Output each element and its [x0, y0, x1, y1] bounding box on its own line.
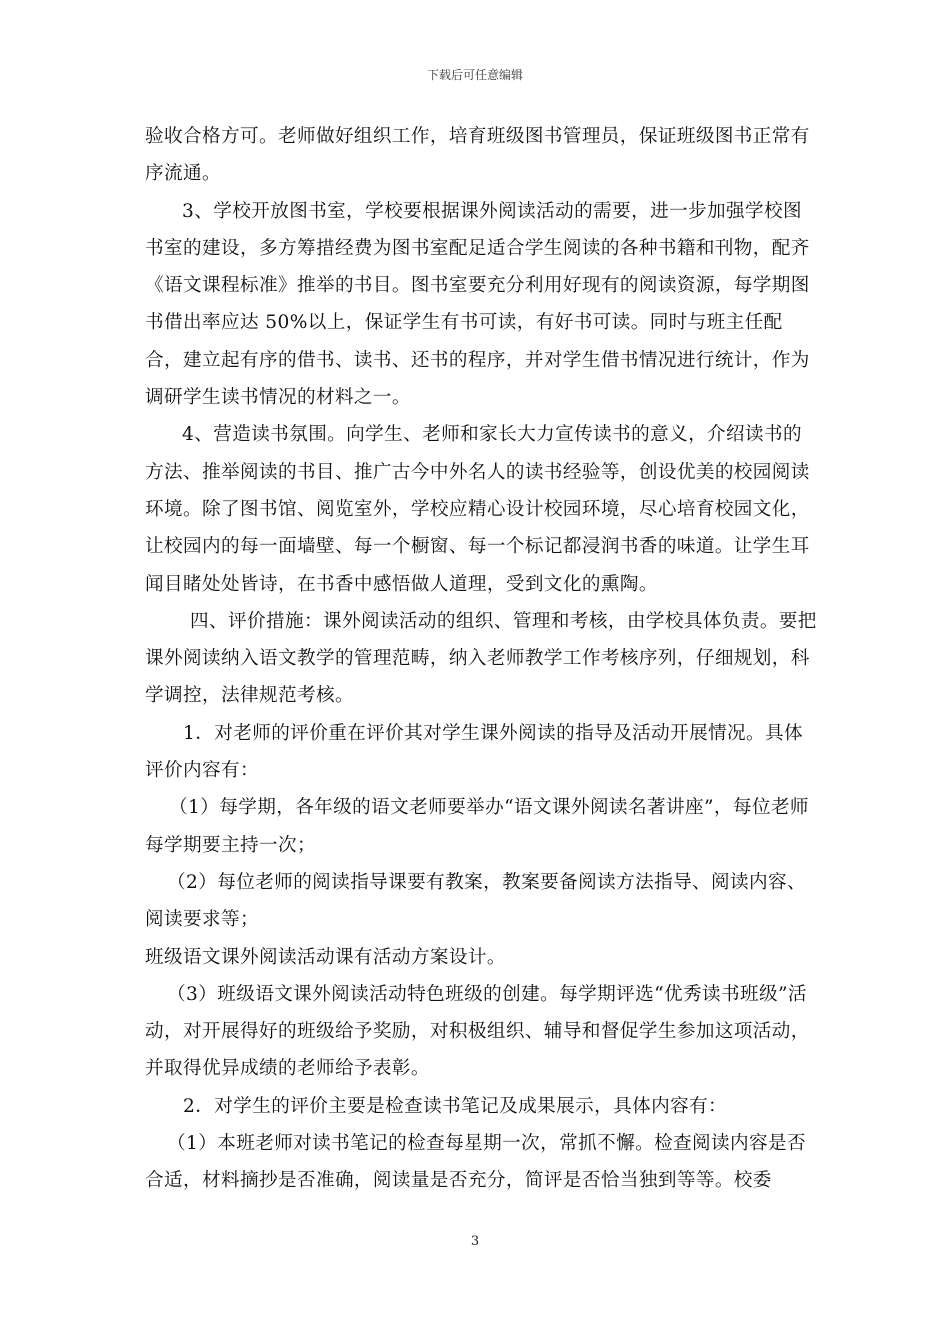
paragraph-2: 3、学校开放图书室，学校要根据课外阅读活动的需要，进一步加强学校图书室的建设，多方筹措经费为图书室配足适合学生阅读的各种书籍和刊物，配齐《语文课程标准》推举的书目。图书室要充分利用好现有的阅读资源，每学期图书借出率应达 50%以上，保证学生有书可读，有好书可读。同时与班主任配合，建立起有序的借书、读书、还书的程序，并对学生借书情况进行统计，作为调研学生读书情况的材料之一。 — [145, 200, 810, 409]
paragraph-3: 4、营造读书氛围。向学生、老师和家长大力宣传读书的意义，介绍读书的方法、推举阅读的书目、推广古今中外名人的读书经验等，创设优美的校园阅读环境。除了图书馆、阅览室外，学校应精心设计校园环境，尽心培育校园文化，让校园内的每一面墙壁、每一个橱窗、每一个标记都浸润书香的味道。让学生耳闻目睹处处皆诗，在书香中感悟做人道理，受到文化的熏陶。 — [145, 424, 810, 595]
page-number: 3 — [470, 1234, 480, 1249]
document-body — [145, 118, 817, 1200]
paragraph-8: 班级语文课外阅读活动课有活动方案设计。 — [145, 946, 506, 968]
paragraph-6: （1）每学期，各年级的语文老师要举办“语文课外阅读名著讲座”，每位老师每学期要主持一次； — [145, 797, 809, 856]
paragraph-9: （3）班级语文课外阅读活动特色班级的创建。每学期评选“优秀读书班级”活动，对开展得好的班级给予奖励，对积极组织、辅导和督促学生参加这项活动，并取得优异成绩的老师给予表彰。 — [145, 983, 810, 1080]
paragraph-1: 验收合格方可。老师做好组织工作，培育班级图书管理员，保证班级图书正常有序流通。 — [145, 126, 810, 185]
paragraph-5: 1．对老师的评价重在评价其对学生课外阅读的指导及活动开展情况。具体评价内容有： — [145, 722, 804, 782]
paragraph-4: 四、评价措施：课外阅读活动的组织、管理和考核，由学校具体负责。要把课外阅读纳入语文教学的管理范畴，纳入老师教学工作考核序列，仔细规划，科学调控，法律规范考核。 — [145, 610, 817, 707]
page-header: 下载后可任意编辑 — [426, 68, 523, 82]
paragraph-10: 2．对学生的评价主要是检查读书笔记及成果展示，具体内容有： — [183, 1095, 728, 1117]
paragraph-11: （1）本班老师对读书笔记的检查每星期一次，常抓不懈。检查阅读内容是否合适，材料摘抄是否准确，阅读量是否充分，简评是否恰当独到等等。校委 — [145, 1133, 807, 1192]
paragraph-7: （2）每位老师的阅读指导课要有教案，教案要备阅读方法指导、阅读内容、阅读要求等； — [145, 871, 807, 931]
